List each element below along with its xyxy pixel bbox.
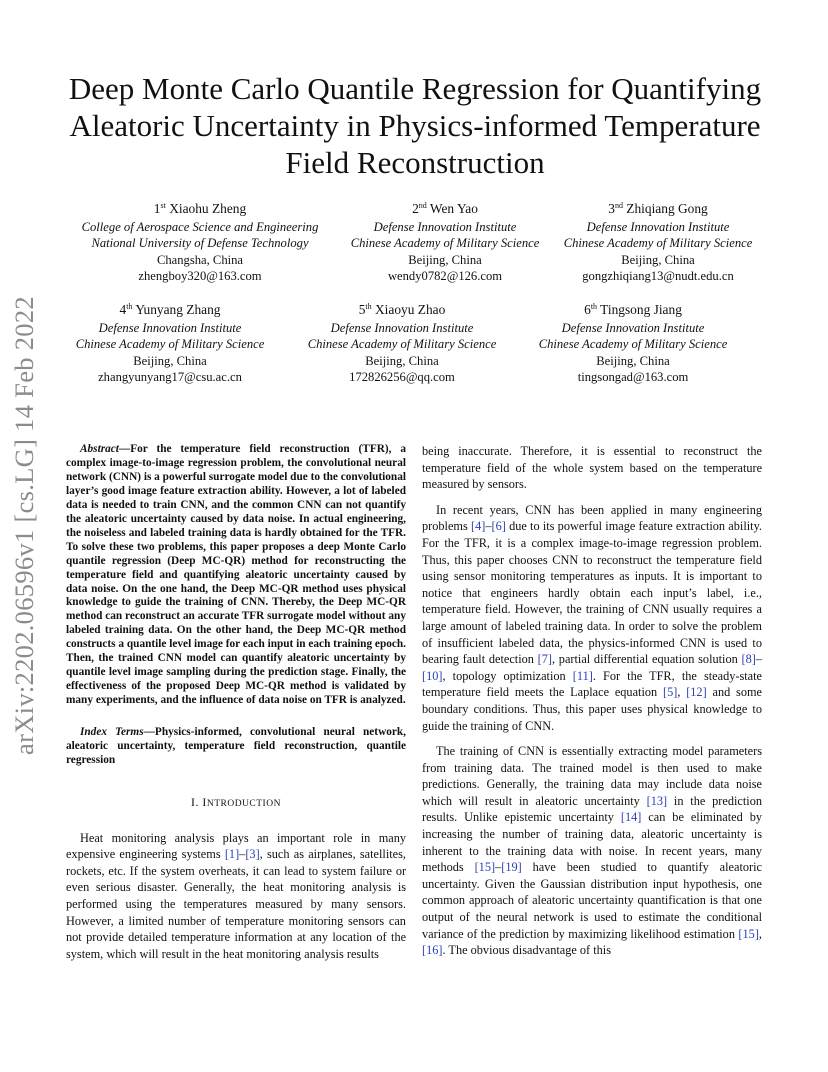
author-affiliation: Defense Innovation Institute bbox=[561, 320, 705, 335]
author-email: gongzhiqiang13@nudt.edu.cn bbox=[582, 269, 734, 284]
citation-link[interactable]: [1] bbox=[224, 847, 240, 862]
intro-paragraph-1-continued: being inaccurate. Therefore, it is essential to reconstruct the temperature field of the whole system based on the temperature measured by sensors. bbox=[422, 444, 763, 492]
author-affiliation: Defense Innovation Institute bbox=[373, 219, 517, 234]
citation-link[interactable]: [16] bbox=[422, 943, 443, 958]
citation-link[interactable]: [12] bbox=[686, 685, 707, 700]
citation-link[interactable]: [6] bbox=[491, 519, 506, 534]
author-card bbox=[523, 302, 743, 386]
author-location: Changsha, China bbox=[156, 252, 244, 267]
arxiv-watermark bbox=[2, 290, 46, 760]
author-affiliation: Defense Innovation Institute bbox=[586, 219, 730, 234]
intro-paragraph-2: In recent years, CNN has been applied in many engineering problems [4]–[6] due to its powerful image feature extraction ability. For the TFR, it is a complex image-to-image regression problem. Thus, this paper chooses CNN to reconstruct the temperature field using sensor monitoring temperatures as inputs. It is important to notice that engineers hardly obtain each input’s label, i.e., temperature field. However, the training of CNN usually requires a large amount of labeled training data. In order to solve the problem of insufficient labeled data, the physics-informed CNN is used to bearing fault detection [7], partial differential equation solution [8]–[10], topology optimization [11]. For the TFR, the steady-state temperature field meets the Laplace equation [5], [12] and some boundary conditions. Thus, this paper uses physical knowledge to guide the training of CNN. bbox=[422, 502, 762, 733]
section-heading: I. INTRODUCTION bbox=[191, 794, 281, 809]
author-affiliation: Chinese Academy of Military Science bbox=[75, 337, 265, 352]
paper-title: Deep Monte Carlo Quantile Regression for Quantifying Aleatoric Uncertainty in Physics-informed Temperature Field Reconstruction bbox=[68, 71, 762, 180]
author-card bbox=[60, 302, 280, 386]
citation-link[interactable]: [10] bbox=[422, 668, 443, 683]
right-column bbox=[422, 443, 762, 959]
author-email: wendy0782@126.com bbox=[387, 269, 503, 284]
author-name: 5th Xiaoyu Zhao bbox=[358, 302, 446, 317]
author-affiliation: Chinese Academy of Military Science bbox=[563, 236, 753, 251]
author-affiliation: Chinese Academy of Military Science bbox=[538, 337, 728, 352]
author-location: Beijing, China bbox=[365, 353, 439, 368]
author-card bbox=[552, 201, 764, 285]
citation-link[interactable]: [4] bbox=[471, 519, 486, 534]
citation-link[interactable]: [14] bbox=[620, 810, 642, 825]
citation-link[interactable]: [8] bbox=[741, 652, 756, 667]
author-email: zhengboy320@163.com bbox=[138, 269, 262, 284]
author-card bbox=[339, 201, 551, 285]
citation-link[interactable]: [19] bbox=[501, 860, 522, 875]
author-affiliation: Defense Innovation Institute bbox=[330, 320, 474, 335]
author-name: 6th Tingsong Jiang bbox=[584, 302, 682, 317]
author-card bbox=[60, 201, 340, 285]
author-location: Beijing, China bbox=[596, 353, 670, 368]
author-affiliation: College of Aerospace Science and Engineering bbox=[81, 219, 319, 234]
author-affiliation: Chinese Academy of Military Science bbox=[350, 236, 540, 251]
author-affiliation: Defense Innovation Institute bbox=[98, 320, 242, 335]
intro-paragraph-3: The training of CNN is essentially extracting model parameters from training data. The trained model is then used to make predictions. Generally, the training data may include data noise which will result in aleatoric uncertainty [13] in the prediction results. Unlike epistemic uncertainty [14] can be eliminated by increasing the number of training data, aleatoric uncertainty is inherent to the training data with noise. In recent years, many methods [15]–[19] have been studied to quantify aleatoric uncertainty. Given the Gaussian distribution input hypothesis, one common approach of aleatoric uncertainty quantification is that one output of the neural network is used to estimate the conditional variance of the prediction by maximizing likelihood estimation [15], [16]. The obvious disadvantage of this bbox=[422, 744, 762, 958]
abstract: Abstract—For the temperature field reconstruction (TFR), a complex image-to-image regression problem, the convolutional neural network (CNN) is a powerful surrogate model due to the convolutional layer’s good image feature extraction ability. However, a lot of labeled data is needed to train CNN, and the common CNN can not quantify the aleatoric uncertainty caused by data noise. In actual engineering, the noiseless and labeled training data is hardly obtained for the TFR. To solve these two problems, this paper proposes a deep Monte Carlo quantile regression (Deep MC-QR) method for reconstructing the temperature field and quantifying aleatoric uncertainty caused by data noise. On the one hand, the Deep MC-QR method uses physical knowledge to guide the training of CNN. Thereby, the Deep MC-QR method can reconstruct an accurate TFR surrogate model without any labeled training data. On the other hand, the Deep MC-QR method constructs a quantile level image for each input in each training epoch. Then, the trained CNN model can quantify aleatoric uncertainty by quantile level image sampling during the prediction stage. Finally, the effectiveness of the proposed Deep MC-QR method is validated by many experiments, and the influence of data noise on TFR is analyzed. bbox=[66, 443, 406, 707]
author-email: tingsongad@163.com bbox=[577, 370, 689, 385]
citation-link[interactable]: [5] bbox=[662, 685, 678, 700]
author-name: 1st Xiaohu Zheng bbox=[153, 201, 247, 216]
citation-link[interactable]: [15] bbox=[738, 926, 759, 941]
citation-link[interactable]: [15] bbox=[474, 860, 496, 875]
author-location: Beijing, China bbox=[621, 252, 695, 267]
author-name: 4th Yunyang Zhang bbox=[119, 302, 221, 317]
author-affiliation: National University of Defense Technology bbox=[91, 236, 309, 251]
left-column bbox=[66, 443, 406, 962]
citation-link[interactable]: [13] bbox=[646, 793, 668, 808]
citation-link[interactable]: [7] bbox=[537, 652, 552, 667]
citation-link[interactable]: [11] bbox=[572, 668, 593, 683]
arxiv-id: arXiv:2202.06596v1 [cs.LG] 14 Feb 2022 bbox=[8, 295, 39, 755]
citation-link[interactable]: [3] bbox=[245, 847, 260, 862]
author-location: Beijing, China bbox=[133, 353, 207, 368]
author-email: zhangyunyang17@csu.ac.cn bbox=[98, 370, 242, 385]
intro-paragraph-1: Heat monitoring analysis plays an important role in many expensive engineering systems [1]–[3], such as airplanes, satellites, rockets, etc. If the system overheats, it can lead to system failure or even serious disaster. Generally, the heat monitoring analysis is performed using the temperatures measured by many sensors. However, a limited number of temperature monitoring sensors can not provide detailed temperature information at any location of the system, which will result in the heat monitoring analysis results bbox=[66, 830, 407, 961]
author-affiliation: Chinese Academy of Military Science bbox=[307, 337, 497, 352]
index-terms: Index Terms—Physics-informed, convolutional neural network, aleatoric uncertainty, temperature field reconstruction, quantile regression bbox=[66, 726, 406, 767]
author-email: 172826256@qq.com bbox=[349, 370, 455, 385]
author-name: 3nd Zhiqiang Gong bbox=[608, 201, 708, 216]
author-location: Beijing, China bbox=[408, 252, 482, 267]
author-name: 2nd Wen Yao bbox=[412, 201, 478, 216]
author-card bbox=[292, 302, 512, 386]
